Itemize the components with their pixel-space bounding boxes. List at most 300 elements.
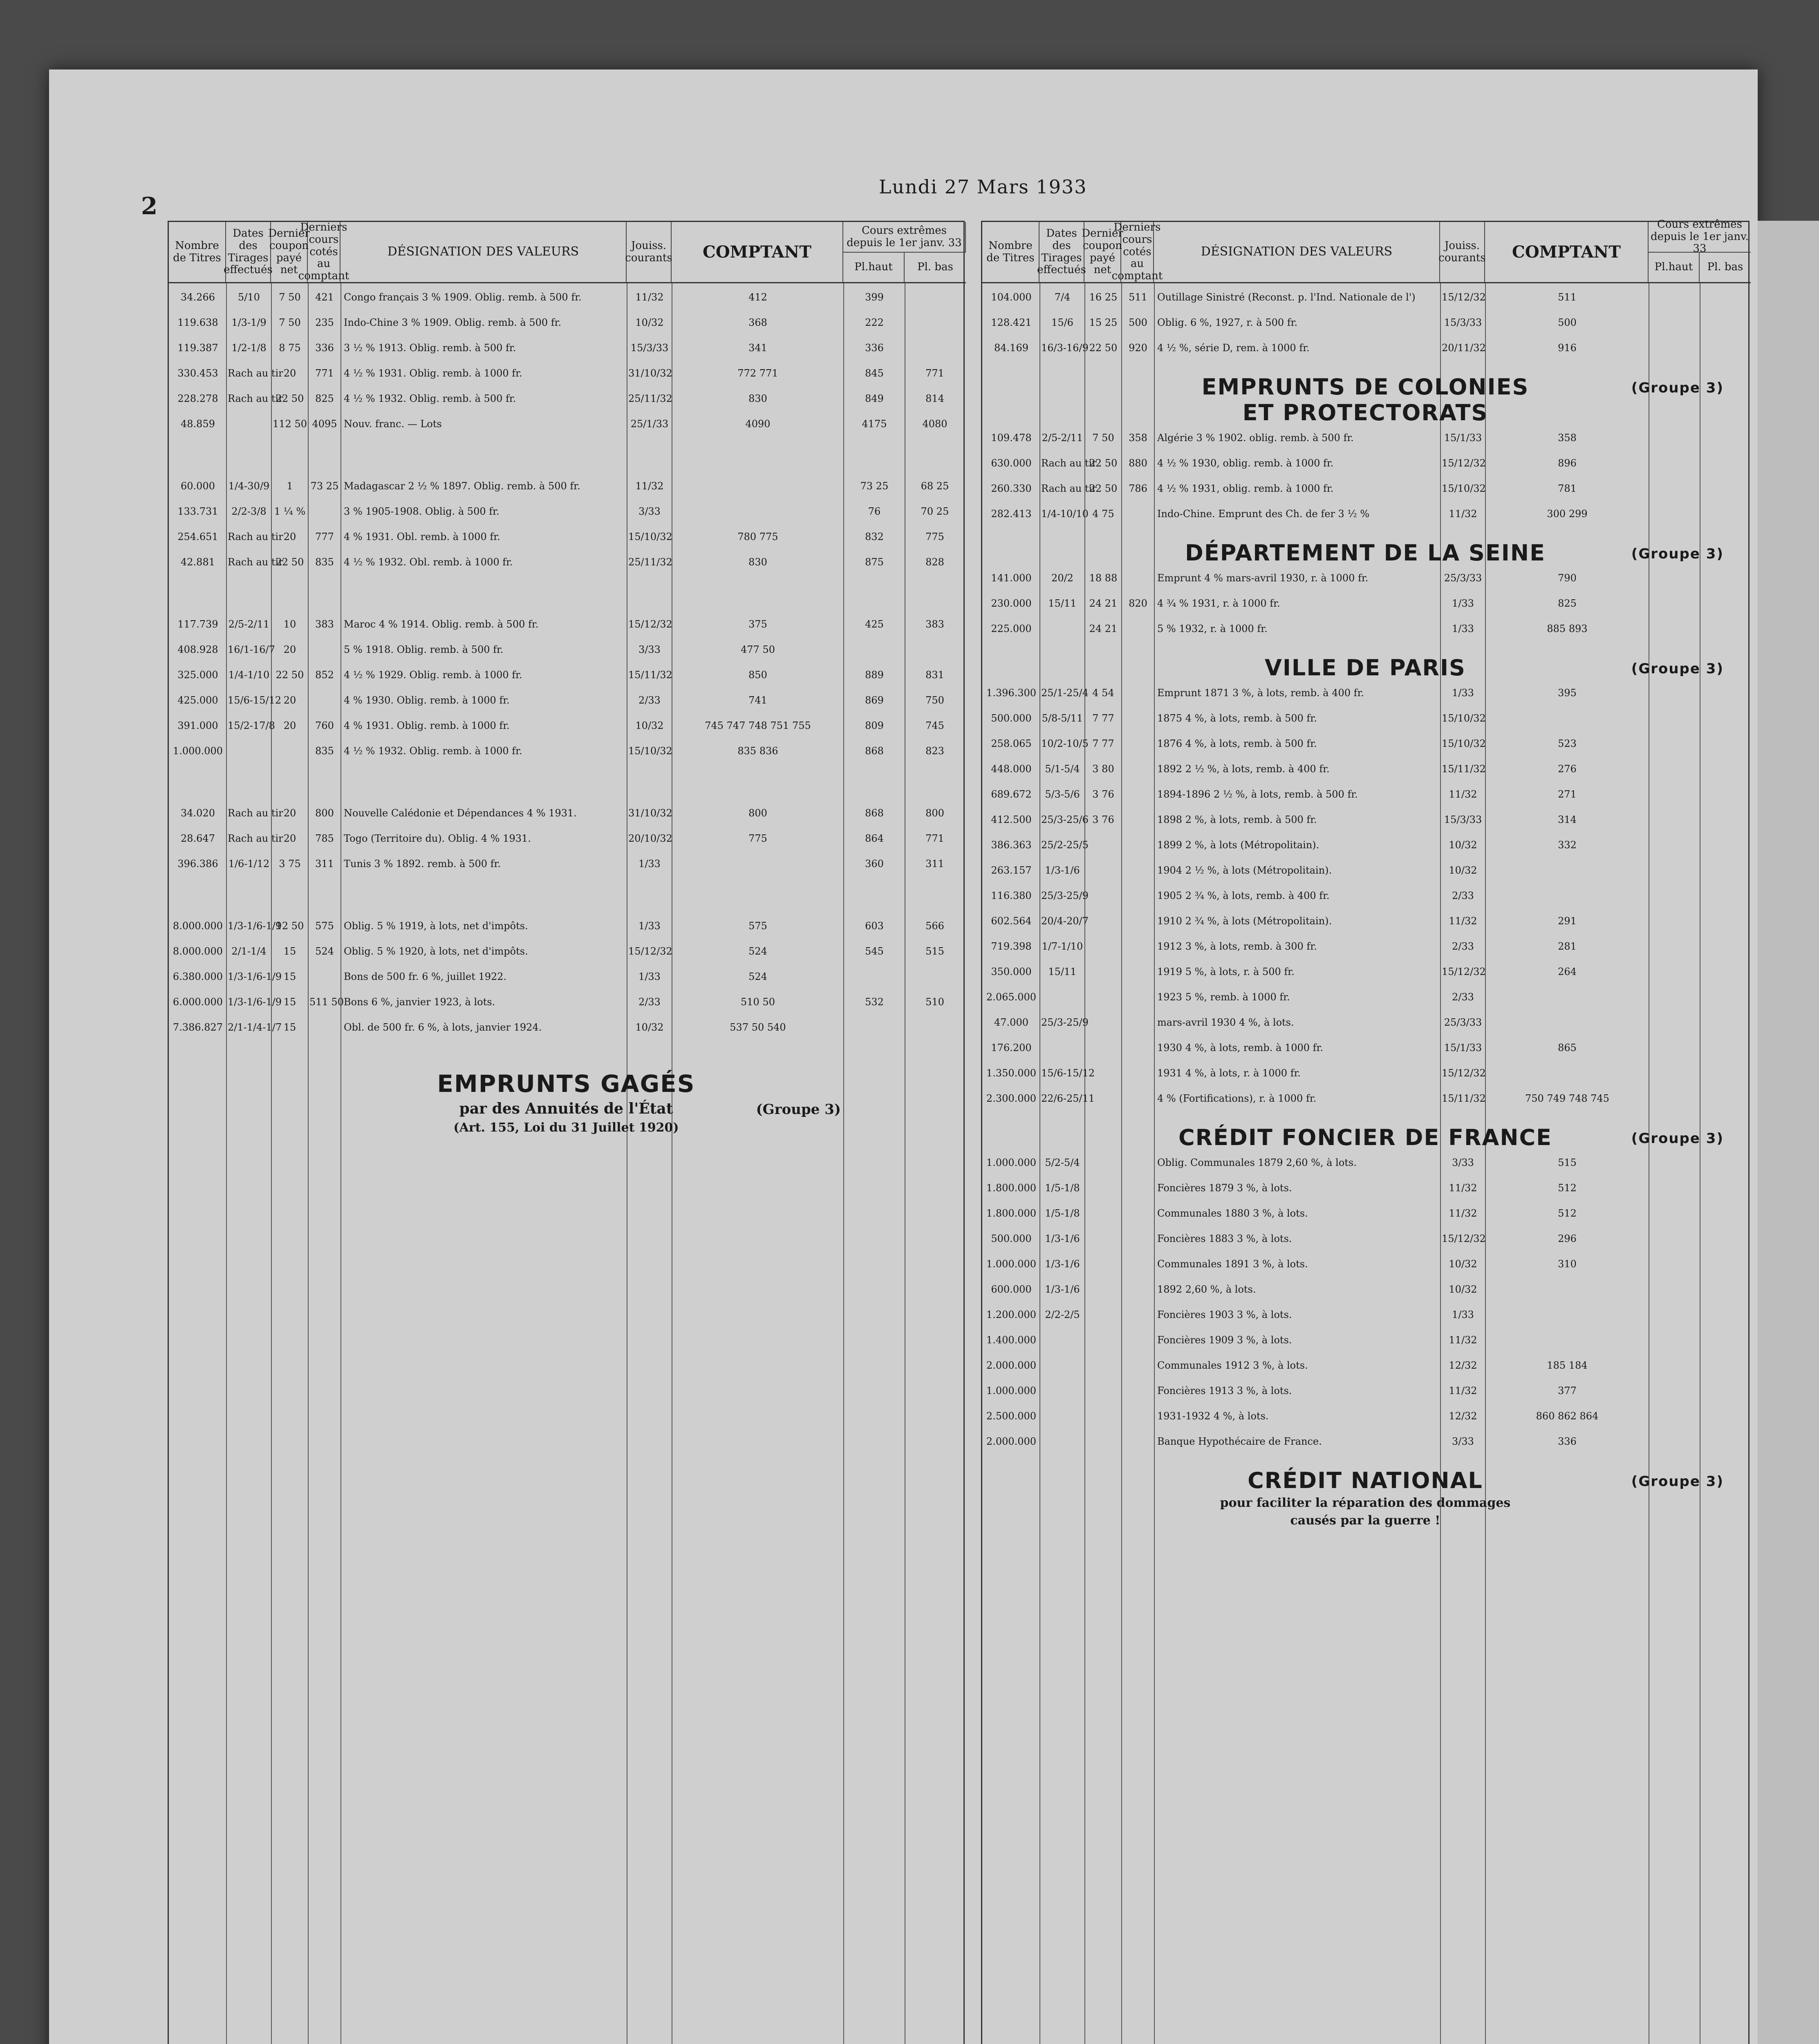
table-row: [982, 504, 1748, 529]
cell-c: 1 ¼ %: [274, 506, 306, 517]
cell-v: Communales 1891 3 %, à lots.: [1157, 1258, 1308, 1270]
table-row: [982, 313, 1748, 338]
cell-d: 1/5-1/8: [1045, 1182, 1080, 1194]
table-row: [982, 428, 1748, 453]
cell-n: 6.000.000: [172, 996, 223, 1008]
cell-j: 2/33: [638, 695, 661, 706]
cell-n: 7.386.827: [172, 1022, 223, 1033]
cell-n: 1.800.000: [986, 1182, 1037, 1194]
cell-c: 22 50: [276, 669, 304, 681]
cell-v: Oblig. 5 % 1919, à lots, net d'impôts.: [344, 920, 528, 932]
section-title: [982, 1457, 1748, 1496]
cell-n: 133.731: [177, 506, 218, 517]
cell-p: 291: [1558, 915, 1577, 927]
cell-d: 15/6-15/12: [228, 695, 282, 706]
cell-j: 11/32: [1449, 1208, 1477, 1219]
cell-c: 15: [283, 946, 296, 957]
cell-n: 630.000: [991, 457, 1032, 469]
cell-c: 20: [283, 807, 296, 819]
cell-n: 225.000: [991, 623, 1032, 634]
cell-b: 831: [925, 669, 944, 681]
cell-j: 1/33: [1452, 1309, 1474, 1320]
cell-j: 15/11/32: [1442, 763, 1486, 775]
col-header-comptant: COMPTANT: [672, 222, 843, 283]
cell-v: 1904 2 ½ %, à lots (Métropolitain).: [1157, 865, 1332, 876]
cell-b: 566: [925, 920, 944, 932]
cell-j: 25/3/33: [1444, 572, 1482, 584]
cell-j: 11/32: [1449, 1385, 1477, 1396]
cell-p: 375: [748, 619, 767, 630]
table-row: [982, 1089, 1748, 1114]
cell-c: 15: [283, 971, 296, 982]
cell-v: Bons de 500 fr. 6 %, juillet 1922.: [344, 971, 507, 982]
table-row: [982, 1330, 1748, 1356]
cell-n: 330.453: [177, 368, 218, 379]
cell-h: 360: [865, 858, 884, 870]
cell-n: 425.000: [177, 695, 218, 706]
cell-p: 512: [1558, 1182, 1577, 1194]
section-heading: EMPRUNTS DE COLONIES: [1201, 374, 1529, 400]
cell-n: 34.020: [181, 807, 215, 819]
cell-j: 10/32: [635, 317, 664, 328]
cell-h: 73 25: [860, 480, 889, 492]
cell-j: 15/3/33: [630, 342, 669, 354]
cell-n: 602.564: [991, 915, 1032, 927]
cell-d: 25/3-25/9: [1041, 1017, 1089, 1028]
cell-p: 825: [1558, 598, 1577, 609]
cell-n: 1.350.000: [986, 1067, 1037, 1079]
cell-p: 850: [748, 669, 767, 681]
cell-d: 1/7-1/10: [1042, 941, 1083, 952]
col-header-dates: Dates des Tirages effectués: [226, 222, 271, 283]
cell-n: 689.672: [991, 789, 1032, 800]
cell-p: 511: [1558, 291, 1577, 303]
table-row: [982, 1013, 1748, 1038]
cell-d: 5/3-5/6: [1045, 789, 1080, 800]
col-header-coupon: Dernier coupon payé net: [271, 222, 308, 283]
cell-h: 425: [865, 619, 884, 630]
cell-v: Outillage Sinistré (Reconst. p. l'Ind. Nationale de l'): [1157, 291, 1416, 303]
table-row: [982, 1305, 1748, 1330]
cell-l: 771: [315, 368, 334, 379]
cell-c: 3 75: [279, 858, 301, 870]
group-label: (Groupe 3): [1631, 546, 1724, 562]
cell-c: 22 50: [1089, 457, 1118, 469]
cell-d: 1/4-30/9: [228, 480, 270, 492]
cell-j: 15/3/33: [1444, 317, 1482, 328]
table-row: [982, 835, 1748, 861]
cell-v: 4 ½ % 1932. Oblig. remb. à 500 fr.: [344, 393, 516, 404]
cell-p: 377: [1558, 1385, 1577, 1396]
cell-n: 1.400.000: [986, 1334, 1037, 1346]
cell-v: Bons 6 %, janvier 1923, à lots.: [344, 996, 495, 1008]
col-header-plhaut: Pl.haut: [843, 253, 905, 283]
cell-n: 84.169: [994, 342, 1028, 354]
cell-d: 20/4-20/7: [1041, 915, 1089, 927]
cell-p: 281: [1558, 941, 1577, 952]
cell-h: 868: [865, 807, 884, 819]
cell-d: 15/2-17/8: [228, 720, 275, 731]
cell-p: 510 50: [741, 996, 775, 1008]
cell-p: 515: [1558, 1157, 1577, 1168]
cell-j: 10/32: [1449, 865, 1477, 876]
cell-d: 1/3-1/6-1/9: [228, 996, 282, 1008]
cell-v: 4 % 1930. Oblig. remb. à 1000 fr.: [344, 695, 510, 706]
table-row: [982, 784, 1748, 810]
cell-v: 1910 2 ¾ %, à lots (Métropolitain).: [1157, 915, 1332, 927]
cell-v: 1876 4 %, à lots, remb. à 500 fr.: [1157, 738, 1317, 749]
cell-n: 2.065.000: [986, 991, 1037, 1003]
cell-j: 3/33: [1452, 1157, 1474, 1168]
table-row: [982, 1254, 1748, 1280]
cell-p: 781: [1558, 483, 1577, 494]
cell-v: Foncières 1879 3 %, à lots.: [1157, 1182, 1292, 1194]
table-row: [169, 829, 963, 854]
cell-h: 76: [868, 506, 881, 517]
cell-c: 7 77: [1092, 713, 1114, 724]
section-subtitle: par des Annuités de l'État: [459, 1100, 673, 1117]
cell-j: 25/3/33: [1444, 1017, 1482, 1028]
cell-j: 11/32: [635, 480, 664, 492]
cell-p: 512: [1558, 1208, 1577, 1219]
cell-v: 4 ½ % 1932. Oblig. remb. à 1000 fr.: [344, 745, 522, 757]
cell-n: 48.859: [181, 418, 215, 430]
table-row: [982, 886, 1748, 911]
cell-p: 790: [1558, 572, 1577, 584]
cell-n: 2.300.000: [986, 1093, 1037, 1104]
cell-p: 830: [748, 556, 767, 568]
table-row: [982, 734, 1748, 759]
table-row: [169, 502, 963, 527]
cell-p: 524: [748, 946, 767, 957]
cell-p: 296: [1558, 1233, 1577, 1244]
section-heading-line2: ET PROTECTORATS: [1242, 400, 1488, 426]
cell-p: 524: [748, 971, 767, 982]
table-row: [169, 690, 963, 716]
cell-v: Congo français 3 % 1909. Oblig. remb. à 500 fr.: [344, 291, 582, 303]
cell-v: Communales 1912 3 %, à lots.: [1157, 1360, 1308, 1371]
cell-c: 20: [283, 695, 296, 706]
cell-n: 325.000: [177, 669, 218, 681]
cell-c: 22 50: [276, 393, 304, 404]
cell-v: Nouvelle Calédonie et Dépendances 4 % 1931.: [344, 807, 577, 819]
cell-n: 412.500: [991, 814, 1032, 825]
cell-v: Tunis 3 % 1892. remb. à 500 fr.: [344, 858, 501, 870]
cell-j: 11/32: [635, 291, 664, 303]
cell-n: 47.000: [994, 1017, 1028, 1028]
cell-l: 336: [315, 342, 334, 354]
table-row: [169, 552, 963, 578]
cell-j: 25/1/33: [630, 418, 669, 430]
cell-c: 20: [283, 368, 296, 379]
cell-d: 1/5-1/8: [1045, 1208, 1080, 1219]
table-row: [982, 1038, 1748, 1063]
cell-p: 314: [1558, 814, 1577, 825]
cell-l: 383: [315, 619, 334, 630]
cell-n: 8.000.000: [172, 920, 223, 932]
cell-v: 4 % (Fortifications), r. à 1000 fr.: [1157, 1093, 1317, 1104]
cell-j: 15/10/32: [628, 531, 672, 542]
cell-j: 11/32: [1449, 1334, 1477, 1346]
cell-j: 25/11/32: [628, 393, 672, 404]
cell-v: 4 ½ % 1931. Oblig. remb. à 1000 fr.: [344, 368, 522, 379]
cell-n: 1.800.000: [986, 1208, 1037, 1219]
cell-d: 1/3-1/6: [1045, 865, 1080, 876]
col-header-coupon-r: Dernier coupon payé net: [1084, 222, 1121, 283]
cell-v: Communales 1880 3 %, à lots.: [1157, 1208, 1308, 1219]
cell-n: 408.928: [177, 644, 218, 655]
table-row: [169, 665, 963, 690]
cell-n: 254.651: [177, 531, 218, 542]
cell-v: 4 ½ % 1931, oblig. remb. à 1000 fr.: [1157, 483, 1334, 494]
cell-j: 2/33: [638, 996, 661, 1008]
cell-d: 1/3-1/6: [1045, 1284, 1080, 1295]
cell-j: 11/32: [1449, 915, 1477, 927]
cell-j: 2/33: [1452, 991, 1474, 1003]
cell-n: 282.413: [991, 508, 1032, 520]
cell-l: 825: [315, 393, 334, 404]
cell-d: Rach au tir: [228, 833, 283, 844]
cell-n: 28.647: [181, 833, 215, 844]
cell-d: 16/1-16/7: [228, 644, 275, 655]
cell-v: 1931 4 %, à lots, r. à 1000 fr.: [1157, 1067, 1301, 1079]
table-row: [982, 1381, 1748, 1406]
cell-n: 230.000: [991, 598, 1032, 609]
table-row: [982, 1356, 1748, 1381]
group-label: (Groupe 3): [756, 1101, 841, 1118]
table-row: [982, 1178, 1748, 1204]
cell-d: 25/3-25/9: [1041, 890, 1089, 901]
cell-v: Nouv. franc. — Lots: [344, 418, 442, 430]
cell-p: 860 862 864: [1536, 1410, 1599, 1422]
cell-h: 399: [865, 291, 884, 303]
cell-h: 336: [865, 342, 884, 354]
cell-j: 2/33: [1452, 890, 1474, 901]
credit-national-subtitle: pour faciliter la réparation des dommages: [1220, 1496, 1511, 1510]
section-title: [982, 363, 1748, 428]
table-row: [982, 287, 1748, 313]
cell-j: 15/12/32: [1442, 457, 1486, 469]
cell-v: 5 % 1918. Oblig. remb. à 500 fr.: [344, 644, 504, 655]
cell-l: 511 50: [309, 996, 344, 1008]
cell-c: 24 21: [1089, 623, 1118, 634]
table-row: [982, 568, 1748, 594]
section-title: [982, 529, 1748, 568]
cell-d: 5/10: [238, 291, 260, 303]
section-note: (Art. 155, Loi du 31 Juillet 1920): [453, 1121, 679, 1135]
table-row: [982, 1280, 1748, 1305]
cell-n: 1.000.000: [172, 745, 223, 757]
cell-d: 1/3-1/6-1/9: [228, 971, 282, 982]
table-row: [982, 594, 1748, 619]
right-quotation-table: [981, 218, 1750, 2044]
col-header-comptant-r: COMPTANT: [1485, 222, 1649, 283]
cell-n: 2.000.000: [986, 1436, 1037, 1447]
cell-j: 15/12/32: [1442, 291, 1486, 303]
cell-j: 1/33: [638, 858, 661, 870]
cell-n: 119.638: [177, 317, 218, 328]
table-row: [169, 287, 963, 313]
col-header-nombre: Nombre de Titres: [169, 222, 226, 283]
cell-d: Rach au tir: [228, 393, 283, 404]
cell-d: 15/6: [1051, 317, 1073, 328]
table-row: [169, 803, 963, 829]
cell-l: 4095: [312, 418, 337, 430]
cell-n: 141.000: [991, 572, 1032, 584]
cell-j: 15/1/33: [1444, 1042, 1482, 1053]
table-row: [982, 937, 1748, 962]
cell-c: 3 76: [1092, 814, 1114, 825]
cell-v: Oblig. 6 %, 1927, r. à 500 fr.: [1157, 317, 1298, 328]
cell-d: 1/6-1/12: [228, 858, 270, 870]
cell-h: 889: [865, 669, 884, 681]
table-row: [982, 708, 1748, 734]
page-date: Lundi 27 Mars 1933: [879, 176, 1087, 198]
cell-n: 2.000.000: [986, 1360, 1037, 1371]
group-label: (Groupe 3): [1631, 661, 1724, 677]
cell-n: 500.000: [991, 713, 1032, 724]
section-heading: CRÉDIT FONCIER DE FRANCE: [1178, 1125, 1552, 1150]
cell-n: 1.000.000: [986, 1258, 1037, 1270]
cell-d: 1/2-1/8: [231, 342, 267, 354]
cell-b: 750: [925, 695, 944, 706]
cell-d: 2/1-1/4: [231, 946, 267, 957]
cell-h: 222: [865, 317, 884, 328]
cell-v: 1892 2 ½ %, à lots, remb. à 400 fr.: [1157, 763, 1330, 775]
cell-p: 358: [1558, 432, 1577, 444]
cell-l: 835: [315, 745, 334, 757]
cell-p: 271: [1558, 789, 1577, 800]
cell-v: mars-avril 1930 4 %, à lots.: [1157, 1017, 1294, 1028]
cell-d: 1/3-1/6: [1045, 1233, 1080, 1244]
table-row: [982, 962, 1748, 987]
cell-p: 775: [748, 833, 767, 844]
cell-l: 880: [1129, 457, 1147, 469]
table-row: [169, 614, 963, 640]
cell-j: 12/32: [1449, 1360, 1477, 1371]
cell-l: 511: [1129, 291, 1147, 303]
cell-j: 20/11/32: [1442, 342, 1486, 354]
cell-n: 258.065: [991, 738, 1032, 749]
cell-v: 1930 4 %, à lots, remb. à 1000 fr.: [1157, 1042, 1323, 1053]
table-row: [982, 453, 1748, 479]
table-row: [982, 861, 1748, 886]
cell-j: 10/32: [635, 1022, 664, 1033]
cell-d: 5/8-5/11: [1042, 713, 1083, 724]
cell-j: 31/10/32: [628, 368, 672, 379]
cell-b: 800: [925, 807, 944, 819]
cell-c: 20: [283, 720, 296, 731]
col-header-plhaut-r: Pl.haut: [1649, 253, 1700, 283]
cell-j: 1/33: [638, 971, 661, 982]
table-row: [169, 1018, 963, 1043]
cell-p: 276: [1558, 763, 1577, 775]
table-row: [169, 313, 963, 338]
cell-l: 760: [315, 720, 334, 731]
page-number: 2: [141, 192, 158, 220]
table-row: [169, 854, 963, 879]
cell-p: 800: [748, 807, 767, 819]
cell-d: 25/3-25/6: [1041, 814, 1089, 825]
cell-d: 7/4: [1054, 291, 1071, 303]
cell-p: 341: [748, 342, 767, 354]
cell-d: 10/2-10/5: [1041, 738, 1089, 749]
cell-j: 15/1/33: [1444, 432, 1482, 444]
cell-v: 4 ½ % 1930, oblig. remb. à 1000 fr.: [1157, 457, 1334, 469]
cell-v: Algérie 3 % 1902. oblig. remb. à 500 fr.: [1157, 432, 1354, 444]
cell-j: 12/32: [1449, 1410, 1477, 1422]
section-title: [982, 644, 1748, 683]
cell-v: 4 ½ % 1929. Oblig. remb. à 1000 fr.: [344, 669, 522, 681]
cell-b: 515: [925, 946, 944, 957]
cell-d: 22/6-25/11: [1041, 1093, 1095, 1104]
cell-p: 477 50: [741, 644, 775, 655]
cell-v: 4 ½ % 1932. Obl. remb. à 1000 fr.: [344, 556, 513, 568]
cell-v: Foncières 1909 3 %, à lots.: [1157, 1334, 1292, 1346]
col-header-derniers-r: Derniers cours cotés au comptant: [1121, 222, 1154, 283]
cell-c: 1: [287, 480, 293, 492]
cell-n: 128.421: [991, 317, 1032, 328]
cell-c: 7 77: [1092, 738, 1114, 749]
cell-d: 5/1-5/4: [1045, 763, 1080, 775]
cell-n: 350.000: [991, 966, 1032, 977]
cell-l: 235: [315, 317, 334, 328]
cell-c: 7 50: [279, 291, 301, 303]
cell-v: 4 ¾ % 1931, r. à 1000 fr.: [1157, 598, 1280, 609]
cell-c: 20: [283, 644, 296, 655]
cell-v: 1923 5 %, remb. à 1000 fr.: [1157, 991, 1290, 1003]
cell-j: 11/32: [1449, 789, 1477, 800]
col-header-designation-r: DÉSIGNATION DES VALEURS: [1154, 222, 1440, 283]
cell-n: 396.386: [177, 858, 218, 870]
cell-v: 1905 2 ¾ %, à lots, remb. à 400 fr.: [1157, 890, 1330, 901]
col-header-nombre-r: Nombre de Titres: [982, 222, 1039, 283]
cell-v: 4 % 1931. Oblig. remb. à 1000 fr.: [344, 720, 510, 731]
cell-j: 2/33: [1452, 941, 1474, 952]
cell-n: 60.000: [181, 480, 215, 492]
cell-l: 524: [315, 946, 334, 957]
cell-v: Emprunt 1871 3 %, à lots, remb. à 400 fr.: [1157, 687, 1364, 699]
cell-j: 3/33: [638, 506, 661, 517]
cell-d: 5/2-5/4: [1045, 1157, 1080, 1168]
cell-n: 1.000.000: [986, 1385, 1037, 1396]
cell-d: 16/3-16/9: [1041, 342, 1089, 354]
cell-v: Maroc 4 % 1914. Oblig. remb. à 500 fr.: [344, 619, 539, 630]
cell-h: 809: [865, 720, 884, 731]
cell-l: 575: [315, 920, 334, 932]
cell-p: 835 836: [737, 745, 778, 757]
cell-n: 104.000: [991, 291, 1032, 303]
cell-j: 1/33: [1452, 623, 1474, 634]
cell-n: 42.881: [181, 556, 215, 568]
cell-v: Indo-Chine. Emprunt des Ch. de fer 3 ½ %: [1157, 508, 1370, 520]
cell-j: 1/33: [1452, 687, 1474, 699]
section-title: [169, 1059, 963, 1100]
cell-p: 885 893: [1547, 623, 1588, 634]
cell-b: 771: [925, 368, 944, 379]
cell-b: 4080: [922, 418, 948, 430]
cell-j: 11/32: [1449, 508, 1477, 520]
table-row: [169, 992, 963, 1018]
table-row: [982, 479, 1748, 504]
cell-l: 73 25: [310, 480, 339, 492]
adjacent-page-edge: [1758, 221, 1819, 2044]
cell-j: 1/33: [1452, 598, 1474, 609]
cell-v: 3 ½ % 1913. Oblig. remb. à 500 fr.: [344, 342, 516, 354]
table-row: [982, 759, 1748, 784]
cell-v: 1894-1896 2 ½ %, à lots, remb. à 500 fr.: [1157, 789, 1358, 800]
cell-l: 920: [1129, 342, 1147, 354]
